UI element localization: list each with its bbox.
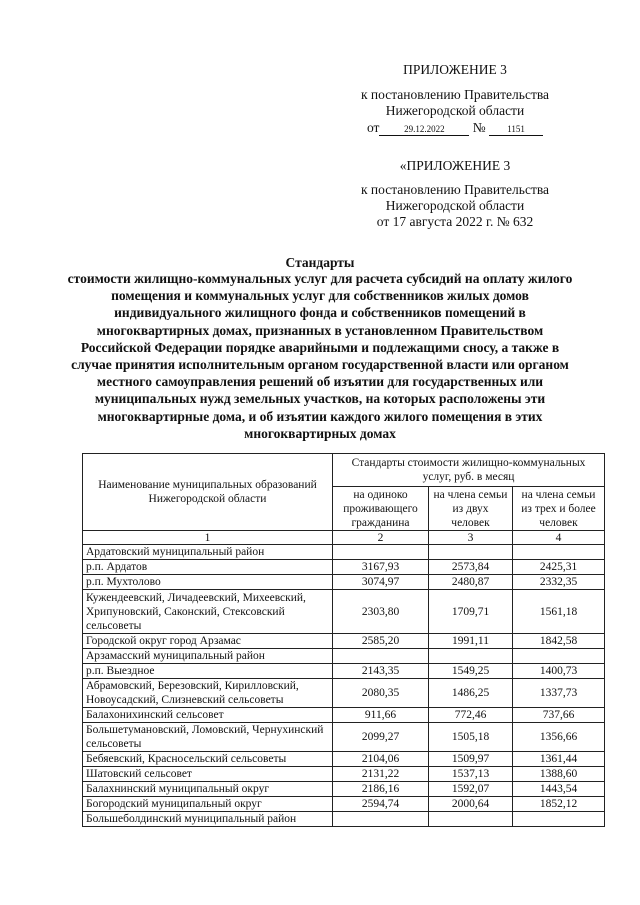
decree-line: к постановлению Правительства bbox=[360, 87, 550, 102]
row-value-three: 1852,12 bbox=[513, 797, 605, 812]
table-row bbox=[83, 679, 605, 708]
table-row bbox=[83, 634, 605, 649]
number-value: 1151 bbox=[489, 124, 543, 136]
region-line-original: Нижегородской области bbox=[385, 198, 525, 213]
row-value-two: 2573,84 bbox=[429, 560, 513, 575]
row-value-three bbox=[513, 545, 605, 560]
row-name: Абрамовский, Березовский, Кирилловский, Новоусадский, Слизневский сельсоветы bbox=[83, 679, 333, 708]
appendix-heading bbox=[330, 62, 580, 78]
table-row bbox=[83, 590, 605, 634]
row-value-single: 2104,06 bbox=[333, 752, 429, 767]
row-name: Большетумановский, Ломовский, Чернухинский сельсоветы bbox=[83, 723, 333, 752]
table-row bbox=[83, 575, 605, 590]
table-row bbox=[83, 782, 605, 797]
col-number: 1 bbox=[83, 531, 333, 545]
row-value-three: 1842,58 bbox=[513, 634, 605, 649]
row-value-single bbox=[333, 545, 429, 560]
table-row bbox=[83, 767, 605, 782]
appendix-title-quoted: «ПРИЛОЖЕНИЕ 3 bbox=[399, 158, 511, 173]
date-line-original: от 17 августа 2022 г. № 632 bbox=[376, 214, 534, 229]
header-family-three: на члена семьи из трех и более человек bbox=[513, 487, 605, 531]
row-value-two: 2480,87 bbox=[429, 575, 513, 590]
row-value-single: 2303,80 bbox=[333, 590, 429, 634]
row-value-three: 2332,35 bbox=[513, 575, 605, 590]
row-value-two: 1505,18 bbox=[429, 723, 513, 752]
row-value-three: 737,66 bbox=[513, 708, 605, 723]
row-value-single: 2080,35 bbox=[333, 679, 429, 708]
table-row bbox=[83, 812, 605, 827]
row-value-three: 1388,60 bbox=[513, 767, 605, 782]
header-single: на одиноко проживающего гражданина bbox=[333, 487, 429, 531]
standards-table bbox=[82, 453, 605, 827]
table-row bbox=[83, 664, 605, 679]
row-value-two: 1709,71 bbox=[429, 590, 513, 634]
row-value-two: 772,46 bbox=[429, 708, 513, 723]
row-value-two: 1486,25 bbox=[429, 679, 513, 708]
row-name: Балахнинский муниципальный округ bbox=[83, 782, 333, 797]
row-value-three: 1356,66 bbox=[513, 723, 605, 752]
row-value-two: 1991,11 bbox=[429, 634, 513, 649]
date-prefix: от bbox=[366, 120, 380, 135]
row-value-single: 2186,16 bbox=[333, 782, 429, 797]
appendix-heading-quoted bbox=[330, 158, 580, 174]
row-value-two bbox=[429, 649, 513, 664]
header-municipality: Наименование муниципальных образований Нижегородской области bbox=[83, 454, 333, 531]
appendix-title: ПРИЛОЖЕНИЕ 3 bbox=[403, 62, 507, 77]
row-value-two bbox=[429, 812, 513, 827]
row-value-two bbox=[429, 545, 513, 560]
row-name: Шатовский сельсовет bbox=[83, 767, 333, 782]
table-row bbox=[83, 560, 605, 575]
row-name: Кужендеевский, Личадеевский, Михеевский, Хрипуновский, Саконский, Стексовский сельсоветы bbox=[83, 590, 333, 634]
document-title: Стандарты bbox=[285, 255, 355, 270]
row-value-single: 2143,35 bbox=[333, 664, 429, 679]
row-value-three: 1561,18 bbox=[513, 590, 605, 634]
col-number: 4 bbox=[513, 531, 605, 545]
row-value-three: 1443,54 bbox=[513, 782, 605, 797]
row-name: р.п. Мухтолово bbox=[83, 575, 333, 590]
row-name: Бебяевский, Красносельский сельсоветы bbox=[83, 752, 333, 767]
number-sign: № bbox=[472, 120, 486, 135]
row-value-three bbox=[513, 812, 605, 827]
row-value-three: 1361,44 bbox=[513, 752, 605, 767]
table-row bbox=[83, 545, 605, 560]
col-number: 2 bbox=[333, 531, 429, 545]
row-value-two: 1537,13 bbox=[429, 767, 513, 782]
table-row bbox=[83, 752, 605, 767]
row-value-single bbox=[333, 649, 429, 664]
row-value-single: 2585,20 bbox=[333, 634, 429, 649]
col-number: 3 bbox=[429, 531, 513, 545]
row-value-three: 1337,73 bbox=[513, 679, 605, 708]
decree-reference bbox=[330, 87, 580, 136]
region-line: Нижегородской области bbox=[385, 103, 525, 118]
row-value-three: 2425,31 bbox=[513, 560, 605, 575]
row-value-single: 3074,97 bbox=[333, 575, 429, 590]
table-row bbox=[83, 649, 605, 664]
row-value-single bbox=[333, 812, 429, 827]
row-value-two: 1592,07 bbox=[429, 782, 513, 797]
row-value-single: 3167,93 bbox=[333, 560, 429, 575]
table-row bbox=[83, 797, 605, 812]
row-value-three bbox=[513, 649, 605, 664]
row-name: р.п. Выездное bbox=[83, 664, 333, 679]
table-row bbox=[83, 708, 605, 723]
row-value-two: 2000,64 bbox=[429, 797, 513, 812]
decree-line-original: к постановлению Правительства bbox=[360, 182, 550, 197]
row-value-single: 2594,74 bbox=[333, 797, 429, 812]
header-family-two: на члена семьи из двух человек bbox=[429, 487, 513, 531]
row-value-two: 1509,97 bbox=[429, 752, 513, 767]
table-row bbox=[83, 723, 605, 752]
row-name: Городской округ город Арзамас bbox=[83, 634, 333, 649]
row-value-three: 1400,73 bbox=[513, 664, 605, 679]
header-standards-group: Стандарты стоимости жилищно-коммунальных услуг, руб. в месяц bbox=[333, 454, 605, 487]
date-value: 29.12.2022 bbox=[379, 124, 469, 136]
decree-reference-original bbox=[330, 182, 580, 230]
row-value-two: 1549,25 bbox=[429, 664, 513, 679]
row-name: Богородский муниципальный округ bbox=[83, 797, 333, 812]
document-subtitle: стоимости жилищно-коммунальных услуг для расчета субсидий на оплату жилого помещения и коммунальных услуг для собственников жилых домов индивидуального жилищного фонда и собственников помещений в многоквартирных домах, признанных в установленном Правительством Российской Федерации порядке аварийными и подлежащими сносу, а также в случае принятия исполнительным органом государственной власти или органом местного самоуправления решений об изъятии для государственных или муниципальных нужд земельных участков, на которых расположены эти многоквартирные дома, и об изъятии каждого жилого помещения в этих многоквартирных домах bbox=[67, 271, 573, 441]
row-name: Балахонихинский сельсовет bbox=[83, 708, 333, 723]
row-name: Большеболдинский муниципальный район bbox=[83, 812, 333, 827]
row-name: Ардатовский муниципальный район bbox=[83, 545, 333, 560]
row-name: Арзамасский муниципальный район bbox=[83, 649, 333, 664]
row-value-single: 2131,22 bbox=[333, 767, 429, 782]
row-value-single: 2099,27 bbox=[333, 723, 429, 752]
row-name: р.п. Ардатов bbox=[83, 560, 333, 575]
date-number-line bbox=[330, 120, 580, 136]
row-value-single: 911,66 bbox=[333, 708, 429, 723]
